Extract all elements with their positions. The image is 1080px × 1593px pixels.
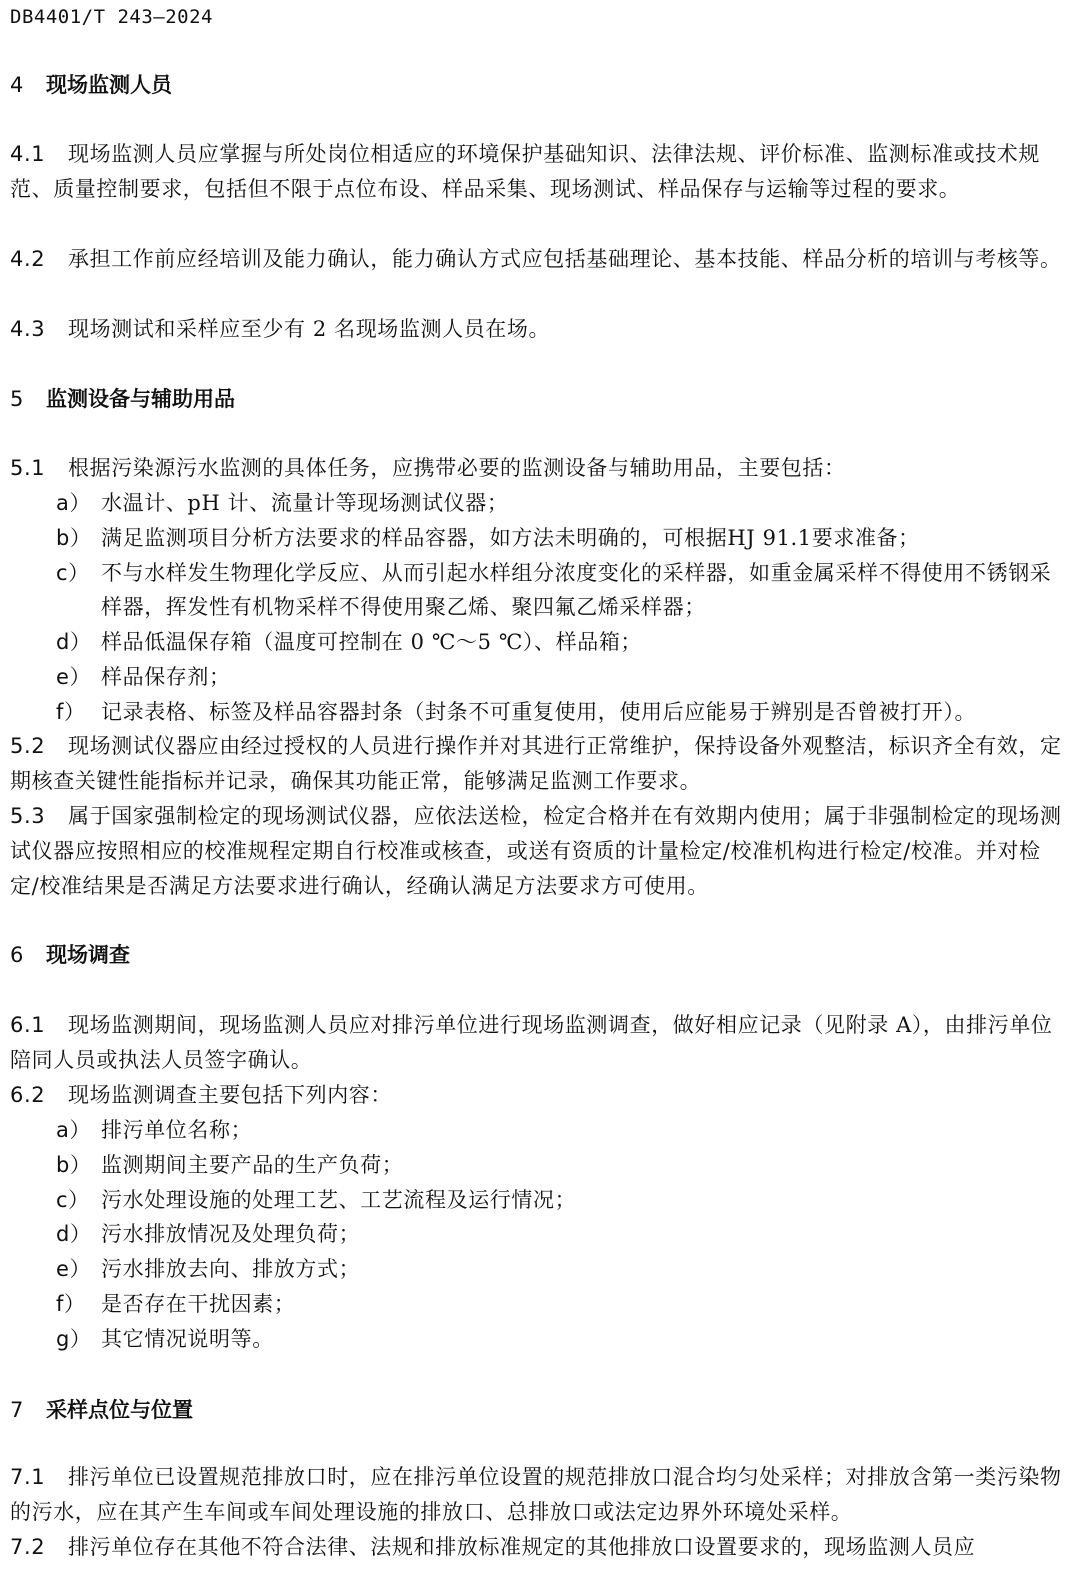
list-label: e） [56, 1257, 92, 1282]
clause-text: 根据污染源污水监测的具体任务，应携带必要的监测设备与辅助用品，主要包括： [68, 456, 846, 480]
clause-7-1 [10, 1460, 1068, 1530]
section-title: 现场监测人员 [46, 73, 172, 97]
list-label: f） [56, 699, 86, 724]
section-number: 5 [10, 387, 24, 411]
section-6-heading [10, 940, 130, 970]
clause-number: 6.2 [10, 1083, 46, 1107]
list-text: 样品保存剂； [101, 664, 231, 689]
section-number: 7 [10, 1398, 24, 1422]
document-code: DB4401/T 243—2024 [10, 6, 213, 28]
list-item [56, 1113, 1068, 1148]
list-text: 是否存在干扰因素； [101, 1291, 296, 1316]
clause-text: 排污单位已设置规范排放口时，应在排污单位设置的规范排放口混合均匀处采样；对排放含第一类污染物的污水，应在其产生车间或车间处理设施的排放口、总排放口或法定边界外环境处采样。 [10, 1465, 1062, 1524]
clause-4-2 [10, 242, 1068, 277]
clause-text: 现场测试和采样应至少有 2 名现场监测人员在场。 [68, 317, 551, 341]
clause-6-1 [10, 1008, 1068, 1078]
list-text: 样品低温保存箱（温度可控制在 0 ℃～5 ℃）、样品箱； [101, 630, 643, 655]
list-item [56, 660, 1068, 695]
list-item [56, 1183, 1068, 1218]
list-label: c） [56, 560, 90, 585]
clause-6-2 [10, 1078, 1068, 1113]
list-label: e） [56, 664, 92, 689]
list-item [56, 1322, 1068, 1357]
list-text: 污水排放情况及处理负荷； [101, 1222, 361, 1247]
list-item [56, 556, 1068, 626]
clause-5-2 [10, 729, 1068, 799]
clause-number: 6.1 [10, 1013, 46, 1037]
section-5-heading [10, 384, 235, 414]
list-label: b） [56, 525, 92, 550]
clause-number: 5.1 [10, 456, 46, 480]
list-text: 其它情况说明等。 [101, 1326, 274, 1351]
clause-number: 5.2 [10, 734, 46, 758]
list-item [56, 1148, 1068, 1183]
survey-content-list [56, 1113, 1068, 1357]
list-text: 监测期间主要产品的生产负荷； [101, 1152, 404, 1177]
clause-number: 7.1 [10, 1465, 46, 1489]
list-text: 不与水样发生物理化学反应、从而引起水样组分浓度变化的采样器，如重金属采样不得使用不锈钢采样器，挥发性有机物采样不得使用聚乙烯、聚四氟乙烯采样器； [101, 560, 1052, 620]
list-item [56, 1252, 1068, 1287]
list-label: d） [56, 630, 92, 655]
clause-text: 现场监测期间，现场监测人员应对排污单位进行现场监测调查，做好相应记录（见附录 A），由排污单位陪同人员或执法人员签字确认。 [10, 1013, 1053, 1072]
section-number: 6 [10, 943, 24, 967]
clause-text: 排污单位存在其他不符合法律、法规和排放标准规定的其他排放口设置要求的，现场监测人员应 [68, 1535, 976, 1559]
section-title: 采样点位与位置 [46, 1398, 193, 1422]
clause-7-2 [10, 1530, 1068, 1565]
list-text: 记录表格、标签及样品容器封条（封条不可重复使用，使用后应能易于辨别是否曾被打开）。 [101, 699, 977, 724]
list-item [56, 695, 1068, 730]
clause-text: 现场监测人员应掌握与所处岗位相适应的环境保护基础知识、法律法规、评价标准、监测标准或技术规范、质量控制要求，包括但不限于点位布设、样品采集、现场测试、样品保存与运输等过程的要求。 [10, 142, 1040, 201]
list-item [56, 625, 1068, 660]
clause-text: 现场监测调查主要包括下列内容： [68, 1083, 392, 1107]
list-label: f） [56, 1291, 86, 1316]
list-item [56, 1287, 1068, 1322]
section-7-heading [10, 1395, 193, 1425]
list-item [56, 521, 1068, 556]
list-label: g） [56, 1326, 92, 1351]
list-text: 污水处理设施的处理工艺、工艺流程及运行情况； [101, 1187, 577, 1212]
clause-text: 属于国家强制检定的现场测试仪器，应依法送检，检定合格并在有效期内使用；属于非强制检定的现场测试仪器应按照相应的校准规程定期自行校准或核查，或送有资质的计量检定/校准机构进行检定/校准。并对检定/校准结果是否满足方法要求进行确认，经确认满足方法要求方可使用。 [10, 804, 1062, 898]
list-text: 水温计、pH 计、流量计等现场测试仪器； [101, 491, 509, 515]
list-text: 满足监测项目分析方法要求的样品容器，如方法未明确的，可根据HJ 91.1要求准备； [101, 525, 920, 550]
section-title: 监测设备与辅助用品 [46, 387, 235, 411]
clause-4-1 [10, 137, 1068, 207]
clause-number: 4.2 [10, 247, 46, 271]
clause-text: 承担工作前应经培训及能力确认，能力确认方式应包括基础理论、基本技能、样品分析的培训与考核等。 [68, 247, 1062, 271]
clause-text: 现场测试仪器应由经过授权的人员进行操作并对其进行正常维护，保持设备外观整洁，标识齐全有效，定期核查关键性能指标并记录，确保其功能正常，能够满足监测工作要求。 [10, 734, 1062, 793]
clause-number: 5.3 [10, 804, 46, 828]
equipment-list [56, 486, 1068, 730]
list-item [56, 1217, 1068, 1252]
clause-number: 7.2 [10, 1535, 46, 1559]
list-item [56, 486, 1068, 521]
list-text: 排污单位名称； [101, 1118, 253, 1142]
clause-5-1 [10, 451, 1068, 486]
list-text: 污水排放去向、排放方式； [101, 1257, 361, 1282]
section-title: 现场调查 [46, 943, 130, 967]
list-label: c） [56, 1187, 90, 1212]
clause-number: 4.3 [10, 317, 46, 341]
section-number: 4 [10, 73, 24, 97]
list-label: d） [56, 1222, 92, 1247]
clause-number: 4.1 [10, 142, 46, 166]
section-4-heading [10, 70, 172, 100]
list-label: b） [56, 1152, 92, 1177]
list-label: a） [56, 1118, 92, 1142]
list-label: a） [56, 491, 92, 515]
clause-4-3 [10, 312, 1068, 347]
clause-5-3 [10, 799, 1068, 903]
